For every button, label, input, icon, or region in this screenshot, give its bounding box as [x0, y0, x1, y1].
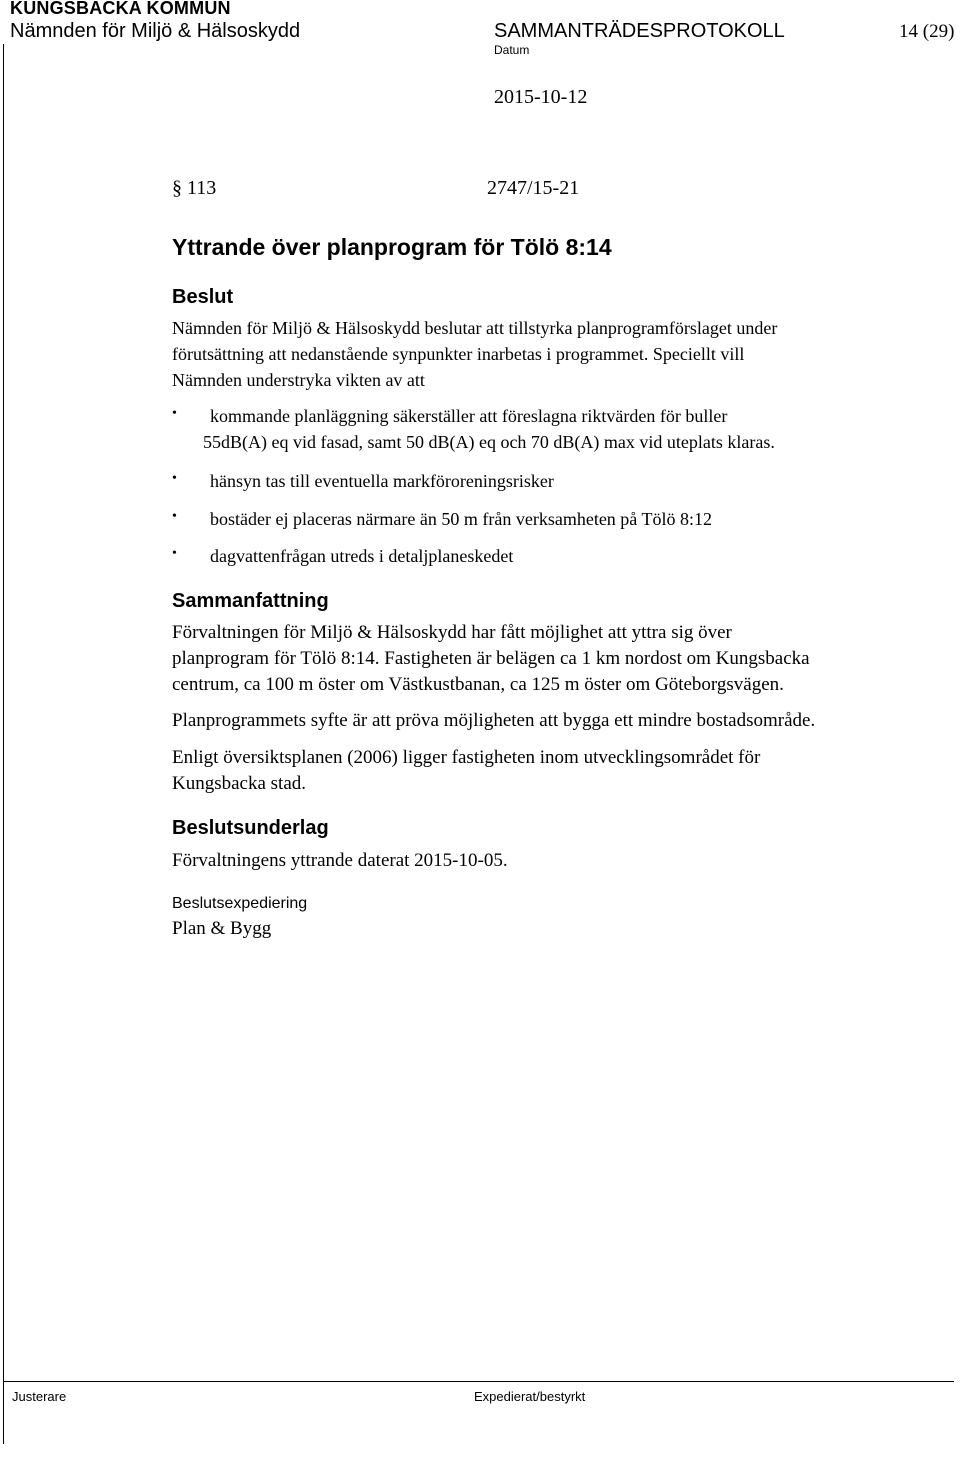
beslut-line-3: Nämnden understryka vikten av att: [172, 370, 425, 390]
paragraph-number: § 113: [172, 177, 217, 199]
beslutsunderlag-heading: Beslutsunderlag: [172, 817, 329, 839]
footer-rule: [3, 1381, 954, 1382]
date-value: 2015-10-12: [494, 86, 588, 108]
date-label: Datum: [494, 43, 530, 57]
justerare-label: Justerare: [12, 1389, 67, 1404]
bullet-1-line-2: 55dB(A) eq vid fasad, samt 50 dB(A) eq och 70 dB(A) max vid uteplats klaras.: [203, 432, 775, 452]
bullet-marker-4: •: [172, 546, 177, 561]
beslutsexpediering-heading: Beslutsexpediering: [172, 895, 308, 912]
committee-name: Nämnden för Miljö & Hälsoskydd: [10, 20, 301, 42]
beslutsexpediering-text: Plan & Bygg: [172, 918, 272, 939]
sammanfattning-p1-line-3: centrum, ca 100 m öster om Västkustbanan, ca 125 m öster om Göteborgsvägen.: [172, 674, 784, 695]
bullet-4-line-1: dagvattenfrågan utreds i detaljplaneskedet: [210, 546, 514, 566]
expedierat-label: Expedierat/bestyrkt: [474, 1389, 586, 1404]
organization-name: KUNGSBACKA KOMMUN: [10, 0, 231, 18]
sammanfattning-p3-line-1: Enligt översiktsplanen (2006) ligger fastigheten inom utvecklingsområdet för: [172, 747, 761, 768]
sammanfattning-p2: Planprogrammets syfte är att pröva möjligheten att bygga ett mindre bostadsområde.: [172, 710, 816, 731]
bullet-3-line-1: bostäder ej placeras närmare än 50 m från verksamheten på Tölö 8:12: [210, 509, 712, 529]
document-type: SAMMANTRÄDESPROTOKOLL: [494, 20, 785, 42]
beslutsunderlag-text: Förvaltningens yttrande daterat 2015-10-05.: [172, 850, 508, 871]
beslut-line-1: Nämnden för Miljö & Hälsoskydd beslutar att tillstyrka planprogramförslaget under: [172, 318, 778, 338]
bullet-marker-3: •: [172, 509, 177, 524]
left-margin-rule: [3, 44, 4, 1444]
beslut-heading: Beslut: [172, 286, 234, 308]
beslut-line-2: förutsättning att nedanstående synpunkter inarbetas i programmet. Speciellt vill: [172, 344, 745, 364]
sammanfattning-p3-line-2: Kungsbacka stad.: [172, 773, 307, 794]
item-title: Yttrande över planprogram för Tölö 8:14: [172, 234, 612, 260]
page-number: 14 (29): [899, 21, 955, 42]
bullet-2-line-1: hänsyn tas till eventuella markföroreningsrisker: [210, 471, 554, 491]
sammanfattning-p1-line-2: planprogram för Tölö 8:14. Fastigheten är belägen ca 1 km nordost om Kungsbacka: [172, 648, 810, 669]
case-number: 2747/15-21: [487, 177, 580, 199]
sammanfattning-heading: Sammanfattning: [172, 590, 329, 612]
sammanfattning-p1-line-1: Förvaltningen för Miljö & Hälsoskydd har fått möjlighet att yttra sig över: [172, 622, 732, 643]
bullet-1-line-1: kommande planläggning säkerställer att föreslagna riktvärden för buller: [210, 406, 728, 426]
bullet-marker-1: •: [172, 406, 177, 421]
bullet-marker-2: •: [172, 471, 177, 486]
